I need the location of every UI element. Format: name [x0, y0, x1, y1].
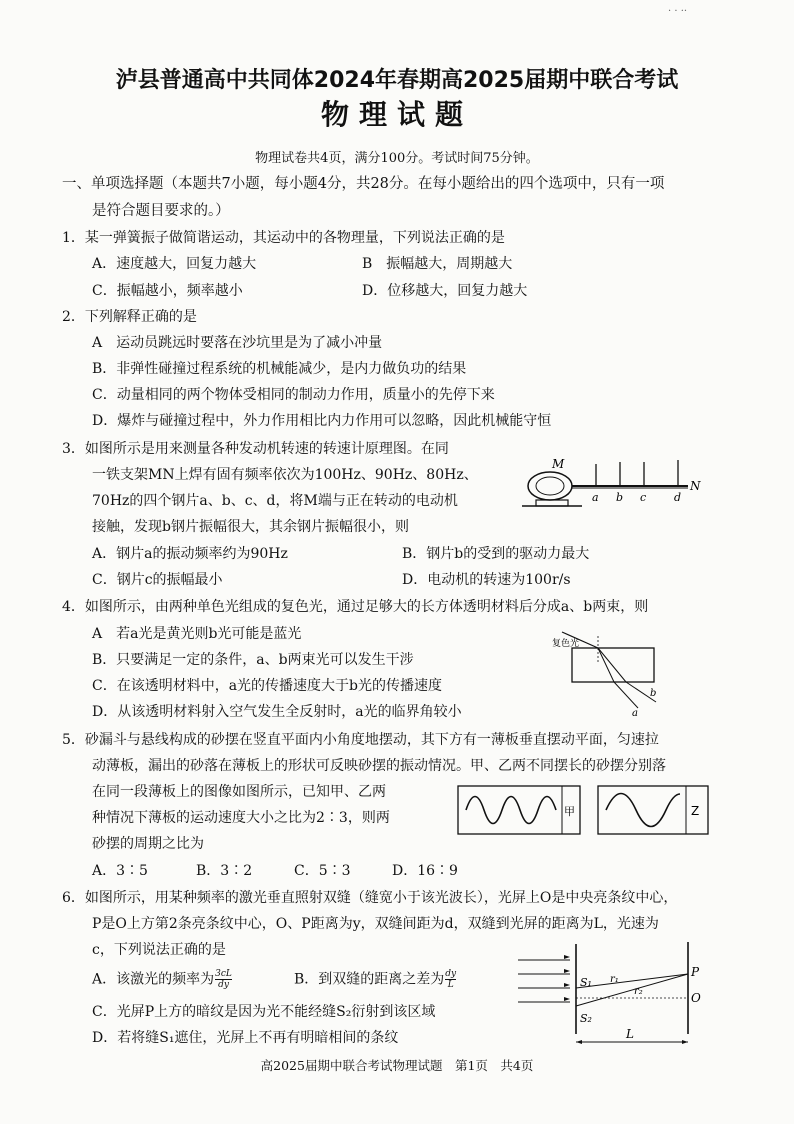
label-s2: S₂ [580, 1012, 592, 1025]
q6-option-b: B．到双缝的距离之差为 $\frac{dy}{L}$ [294, 969, 457, 990]
q3-option-c: C．钢片c的振幅最小 [92, 572, 223, 588]
label-a: a [592, 491, 599, 504]
q1-option-c: C．振幅越小，频率越小 [92, 283, 243, 299]
label-n: N [690, 479, 701, 493]
q1-option-b: B 振幅越大，周期越大 [362, 256, 513, 272]
q3-option-d: D．电动机的转速为100r/s [402, 572, 571, 588]
exam-title: 泸县普通高中共同体2024年春期高2025届期中联合考试 [115, 68, 679, 93]
q5-stem-line3: 在同一段薄板上的图像如图所示，已知甲、乙两 [92, 784, 386, 800]
q4-stem: 4．如图所示，由两种单色光组成的复色光，通过足够大的长方体透明材料后分成a、b两束，则 [62, 599, 649, 615]
path-r2 [576, 974, 688, 1006]
label-ray-a: a [632, 708, 638, 719]
label-b: b [616, 491, 624, 504]
section1-heading: 一、单项选择题（本题共7小题，每小题4分，共28分。在每小题给出的四个选项中，只有一项 [62, 176, 665, 192]
q5-option-b: B．3∶2 [196, 863, 253, 879]
q6-stem-line2: P是O上方第2条亮条纹中心，O、P距离为y，双缝间距为d，双缝到光屏的距离为L，光速为 [92, 916, 659, 932]
q4-option-c: C．在该透明材料中，a光的传播速度大于b光的传播速度 [92, 678, 443, 694]
label-d: d [674, 491, 682, 504]
q5-option-c: C．5∶3 [294, 863, 351, 879]
label-composite-light: 复色光 [552, 639, 580, 649]
q5-stem-line1: 5．砂漏斗与悬线构成的砂摆在竖直平面内小角度地摆动，其下方有一薄板垂直摆动平面，匀速拉 [62, 732, 659, 748]
double-slit-figure [518, 942, 708, 1050]
q6-option-d: D．若将缝S₁遮住，光屏上不再有明暗相间的条纹 [92, 1030, 399, 1046]
sand-pendulum-yi-figure [598, 786, 708, 834]
trace-jia [466, 797, 556, 824]
label-c: c [640, 491, 647, 504]
q3-option-b: B．钢片b的受到的驱动力最大 [402, 546, 590, 562]
ray-a [614, 682, 638, 708]
q6-option-b-fraction: $\frac{dy}{L}$ [445, 969, 457, 990]
q5-stem-line4: 种情况下薄板的运动速度大小之比为2∶3，则两 [92, 810, 390, 826]
q2-stem: 2．下列解释正确的是 [62, 309, 197, 325]
page-footer: 高2025届期中联合考试物理试题 第1页 共4页 [260, 1058, 534, 1073]
q3-stem-line1: 3．如图所示是用来测量各种发动机转速的转速计原理图。在同 [62, 441, 449, 457]
q5-option-a: A．3∶5 [92, 863, 148, 879]
q6-option-c: C．光屏P上方的暗纹是因为光不能经缝S₂衍射到该区域 [92, 1004, 436, 1020]
q2-option-b: B．非弹性碰撞过程系统的机械能减少，是内力做负功的结果 [92, 361, 467, 377]
label-ray-b: b [650, 688, 657, 699]
q3-stem-line2: 一铁支架MN上焊有固有频率依次为100Hz、90Hz、80Hz、 [92, 467, 478, 483]
q5-option-d: D．16∶9 [392, 863, 458, 879]
trace-yi [606, 794, 680, 827]
label-p: P [691, 965, 700, 979]
q5-stem-line2: 动薄板，漏出的砂落在薄板上的形状可反映砂摆的振动情况。甲、乙两不同摆长的砂摆分别落 [92, 758, 666, 774]
q6-option-a-fraction: $\frac{3cL}{dy}$ [215, 969, 232, 990]
subject-title: 物理试题 [320, 98, 473, 131]
q3-stem-line3: 70Hz的四个钢片a、b、c、d，将M端与正在转动的电动机 [92, 493, 458, 509]
q3-option-a: A．钢片a的振动频率约为90Hz [92, 546, 288, 562]
q2-option-d: D．爆炸与碰撞过程中，外力作用相比内力作用可以忽略，因此机械能守恒 [92, 413, 552, 429]
page-corner-mark: · · ·· [668, 6, 688, 17]
q3-stem-line4: 接触，发现b钢片振幅很大，其余钢片振幅很小，则 [92, 519, 409, 535]
tachometer-figure [512, 456, 712, 516]
exam-info: 物理试卷共4页，满分100分。考试时间75分钟。 [255, 151, 539, 166]
label-jia: 甲 [564, 805, 575, 818]
q6-stem-line3: c，下列说法正确的是 [92, 942, 226, 958]
transparent-block [572, 648, 654, 682]
q1-option-d: D．位移越大，回复力越大 [362, 283, 528, 299]
path-r1 [576, 974, 688, 988]
prism-figure [552, 632, 672, 718]
label-r1: r₁ [610, 974, 619, 985]
q1-option-a: A．速度越大，回复力越大 [92, 256, 257, 272]
section1-heading-cont: 是符合题目要求的。） [92, 203, 230, 219]
label-yi: Z [691, 804, 700, 818]
label-o: O [691, 991, 701, 1005]
motor-body [528, 472, 572, 500]
q6-option-a: A．该激光的频率为 $\frac{3cL}{dy}$ [92, 969, 232, 990]
q4-option-b: B．只要满足一定的条件，a、b两束光可以发生干涉 [92, 652, 414, 668]
q1-stem: 1．某一弹簧振子做简谐运动，其运动中的各物理量，下列说法正确的是 [62, 230, 505, 246]
q5-stem-line5: 砂摆的周期之比为 [92, 836, 204, 852]
label-m: M [552, 457, 565, 471]
q2-option-a: A 运动员跳远时要落在沙坑里是为了减小冲量 [92, 335, 383, 351]
label-s1: S₁ [580, 976, 592, 989]
sand-pendulum-jia-figure [458, 786, 580, 834]
q2-option-c: C．动量相同的两个物体受相同的制动力作用，质量小的先停下来 [92, 387, 495, 403]
q6-stem-line1: 6．如图所示，用某种频率的激光垂直照射双缝（缝宽小于该光波长），光屏上O是中央亮条纹中心， [62, 890, 678, 906]
label-l: L [626, 1027, 634, 1041]
label-r2: r₂ [634, 986, 643, 997]
q4-option-a: A 若a光是黄光则b光可能是蓝光 [92, 626, 302, 642]
q4-option-d: D．从该透明材料射入空气发生全反射时，a光的临界角较小 [92, 704, 462, 720]
